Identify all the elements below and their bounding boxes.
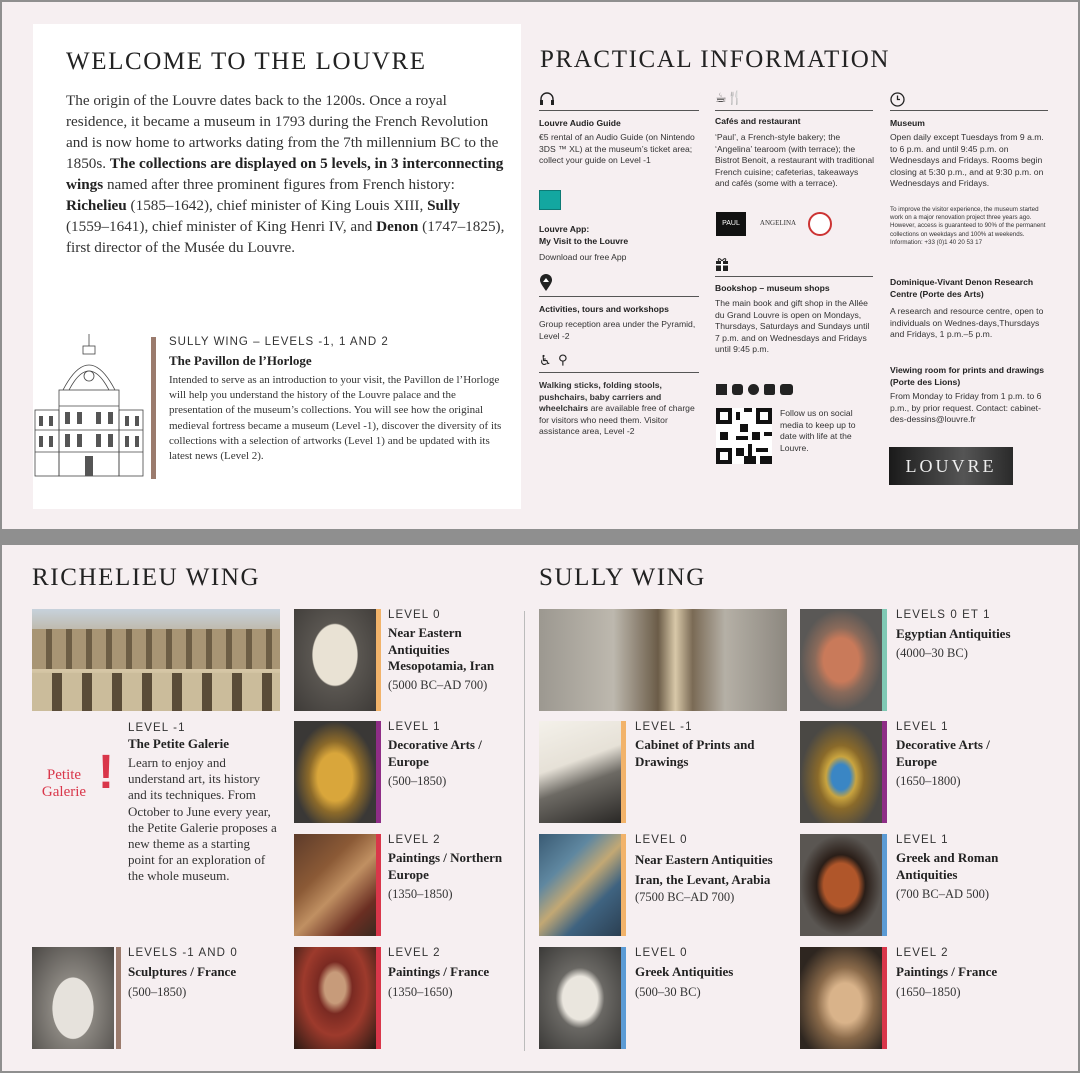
francois-i-portrait-photo [294,947,376,1049]
wing-divider [524,611,525,1051]
card-date: (500–1850) [388,774,447,788]
card-bar-r3 [376,947,381,1049]
card-level: LEVEL 1 [896,834,949,846]
card-level: LEVEL 1 [896,721,949,733]
valpincon-bather-photo [800,947,882,1049]
cafes-head: Cafés and restaurant [715,116,801,126]
headphones-icon [539,92,555,106]
card-bar-s2 [621,947,626,1049]
follow-text: Follow us on social media to keep up to date with life at the Louvre. [780,408,856,453]
museum-head: Museum [890,118,925,128]
card-date: (1350–1850) [388,887,453,901]
wheelchair-icon: ♿ [539,353,552,369]
sully-intro-label: SULLY WING – LEVELS -1, 1 AND 2 [169,336,389,348]
youtube-icon[interactable] [780,384,793,395]
petite-galerie-title: The Petite Galerie [128,736,230,751]
sculptures-date: (500–1850) [128,985,187,999]
card-bar-r1 [376,721,381,823]
card-title: Paintings / Northern Europe [388,850,503,882]
facebook-icon[interactable] [716,384,727,395]
card-title: Egyptian Antiquities [896,626,1011,641]
card-date: (7500 BC–AD 700) [635,890,735,904]
activities-head: Activities, tours and workshops [539,304,669,314]
bistrot-benoit-logo [808,212,832,236]
ornate-vase-photo [800,721,882,823]
greek-vase-photo [800,834,882,936]
sully-title: SULLY WING [539,564,706,591]
card-date: (1350–1650) [388,985,453,999]
medieval-louvre-moat-photo [539,609,787,711]
welcome-box [33,24,521,509]
sculpture-photo [32,947,114,1049]
card-title: Greek Antiquities [635,964,734,979]
mesopotamia-statue-photo [294,609,376,711]
welcome-title: WELCOME TO THE LOUVRE [66,48,427,75]
app-text: Download our free App [539,252,627,262]
frieze-archers-photo [539,834,621,936]
wings-panel [2,545,1078,1071]
bookshop-head: Bookshop – museum shops [715,283,830,293]
qr-code [716,408,772,464]
louvre-logo: LOUVRE [889,447,1013,485]
card-date: (700 BC–AD 500) [896,887,990,901]
card-level: LEVEL 0 [388,609,441,621]
practical-title: PRACTICAL INFORMATION [540,46,891,73]
card-level: LEVEL 2 [388,947,441,959]
coffee-cutlery-icon: ☕🍴 [715,91,743,106]
activities-text: Group reception area under the Pyramid, Level -2 [539,319,696,341]
card-bar-t2 [882,834,887,936]
exclamation-mark-logo: ! [98,746,114,799]
audio-guide-head: Louvre Audio Guide [539,118,621,128]
museum-note: To improve the visitor experience, the museum started work on a major renovation project three years ago. However, access is guaranteed to 90% of the permanent collections on weekdays and 100% at weekends. Information: +33 (0)1 40 20 53 17 [890,206,1046,246]
cour-marly-photo [32,609,280,711]
sully-intro-bar [151,337,156,479]
welcome-intro: The origin of the Louvre dates back to the 1200s. Once a royal residence, it became a museum in 1793 during the French Revolution and is now home to artworks dating from the 7th millennium BC to the 1850s. The collections are displayed on 5 levels, in 3 interconnecting wings named after three prominent figures from French history: Richelieu (1585–1642), chief minister of King Louis XIII, Sully (1559–1641), chief minister of King Henri IV, and Denon (1747–1825), first director of the Musée du Louvre. [66,92,505,256]
gift-icon [715,256,729,272]
petite-galerie-text: Learn to enjoy and understand art, its history and its techniques. From October to June every year, the Petite Galerie proposes a new theme as a starting point for an exploration of the whole museum. [128,755,277,884]
card-level: LEVELS 0 ET 1 [896,609,991,621]
engraving-photo [539,721,621,823]
sully-intro-title: The Pavillon de l’Horloge [169,353,312,368]
card-bar-t0 [882,609,887,711]
denon-text: A research and resource centre, open to individuals on Wednes-days,Thursdays and Fridays, 1 p.m.–5 p.m. [890,306,1044,340]
card-level: LEVEL 2 [896,947,949,959]
pushchair-icon: ⚲ [558,353,568,368]
card-bar-s1 [621,834,626,936]
louvre-app-icon[interactable] [539,190,561,210]
card-title: Paintings / France [896,964,998,979]
card-date: (5000 BC–AD 700) [388,678,488,692]
card-title: Near Eastern Antiquities Iran, the Levant, Arabia [635,852,773,887]
card-bar-r2 [376,834,381,936]
twitter-icon[interactable] [732,384,743,395]
sculptures-level: LEVELS -1 AND 0 [128,947,238,959]
pavillon-horloge-drawing [33,330,145,478]
card-level: LEVEL 2 [388,834,441,846]
sculptures-title: Sculptures / France [128,964,237,979]
app-head: Louvre App: My Visit to the Louvre [539,224,629,246]
sully-intro-text: Intended to serve as an introduction to your visit, the Pavillon de l’Horloge will help you understand the history of the Louvre palace and the presentation of the museum’s collections. You will see how the original medieval fortress became a museum (Level -1), discover the diversity of its collections with a selection of artworks (Level 1) and be updated with its latest news (Level 2). [169,374,502,463]
card-level: LEVEL -1 [635,721,693,733]
card-title: Decorative Arts / Europe [896,737,990,769]
card-date: (500–30 BC) [635,985,701,999]
angelina-logo: ANGELINA [759,219,797,227]
card-bar-t3 [882,947,887,1049]
social-icons [716,384,793,395]
golden-virgin-photo [294,721,376,823]
card-title: Paintings / France [388,964,490,979]
practical-panel [2,2,1078,529]
card-level: LEVEL 0 [635,947,688,959]
card-bar-r0 [376,609,381,711]
clock-icon [890,92,905,107]
prints-head: Viewing room for prints and drawings (Porte des Lions) [890,365,1045,387]
card-bar-s0 [621,721,626,823]
walking-sticks-text: Walking sticks, folding stools, pushchairs, baby carriers and wheelchairs are available free of charge for visitors who need them. Visitor assistance area, Level -2 [539,380,695,437]
card-bar-t1 [882,721,887,823]
audio-guide-text: €5 rental of an Audio Guide (on Nintendo 3DS ™ XL) at the museum’s ticket area; collect your guide on Level -1 [539,132,695,166]
card-date: (4000–30 BC) [896,646,968,660]
petite-galerie-level: LEVEL -1 [128,722,186,734]
museum-hours-text: Open daily except Tuesdays from 9 a.m. to 6 p.m. and until 9:45 p.m. on Wednesdays and Fridays. Rooms begin closing at 5:30 p.m., and at 9:30 p.m. on Wednesdays and Fridays. [890,132,1044,189]
card-level: LEVEL 1 [388,721,441,733]
bookshop-text: The main book and gift shop in the Allée du Grand Louvre is open on Mondays, Thursdays, Saturdays and Sundays until 7 p.m. and on Wednesdays and Fridays until 9:45 p.m. [715,298,870,355]
card-date: (1650–1850) [896,985,961,999]
prints-text: From Monday to Friday from 1 p.m. to 6 p.m., by prior request. Contact: cabinet-des-dessins@louvre.fr [890,391,1042,425]
money-changer-painting-photo [294,834,376,936]
card-title: Near Eastern Antiquities Mesopotamia, Iran [388,625,495,673]
cafes-text: ‘Paul’, a French-style bakery; the ‘Angelina’ tearoom (with terrace); the Bistrot Benoit, a restaurant with traditional French cuisine; cafeterias, takeaways and cafés (some with a terrace). [715,132,875,189]
denon-head: Dominique-Vivant Denon Research Centre (Porte des Arts) [890,277,1034,299]
card-title: Cabinet of Prints and Drawings [635,737,755,769]
card-level: LEVEL 0 [635,834,688,846]
card-title: Greek and Roman Antiquities [896,850,999,882]
richelieu-title: RICHELIEU WING [32,564,261,591]
card-title: Decorative Arts / Europe [388,737,482,769]
location-pin-icon [539,274,553,292]
venus-de-milo-photo [539,947,621,1049]
paul-logo: PAUL [716,212,746,236]
instagram-icon[interactable] [764,384,775,395]
seated-scribe-photo [800,609,882,711]
pinterest-icon[interactable] [748,384,759,395]
sculptures-bar [116,947,121,1049]
card-date: (1650–1800) [896,774,961,788]
petite-galerie-logo: Petite Galerie [41,767,87,800]
